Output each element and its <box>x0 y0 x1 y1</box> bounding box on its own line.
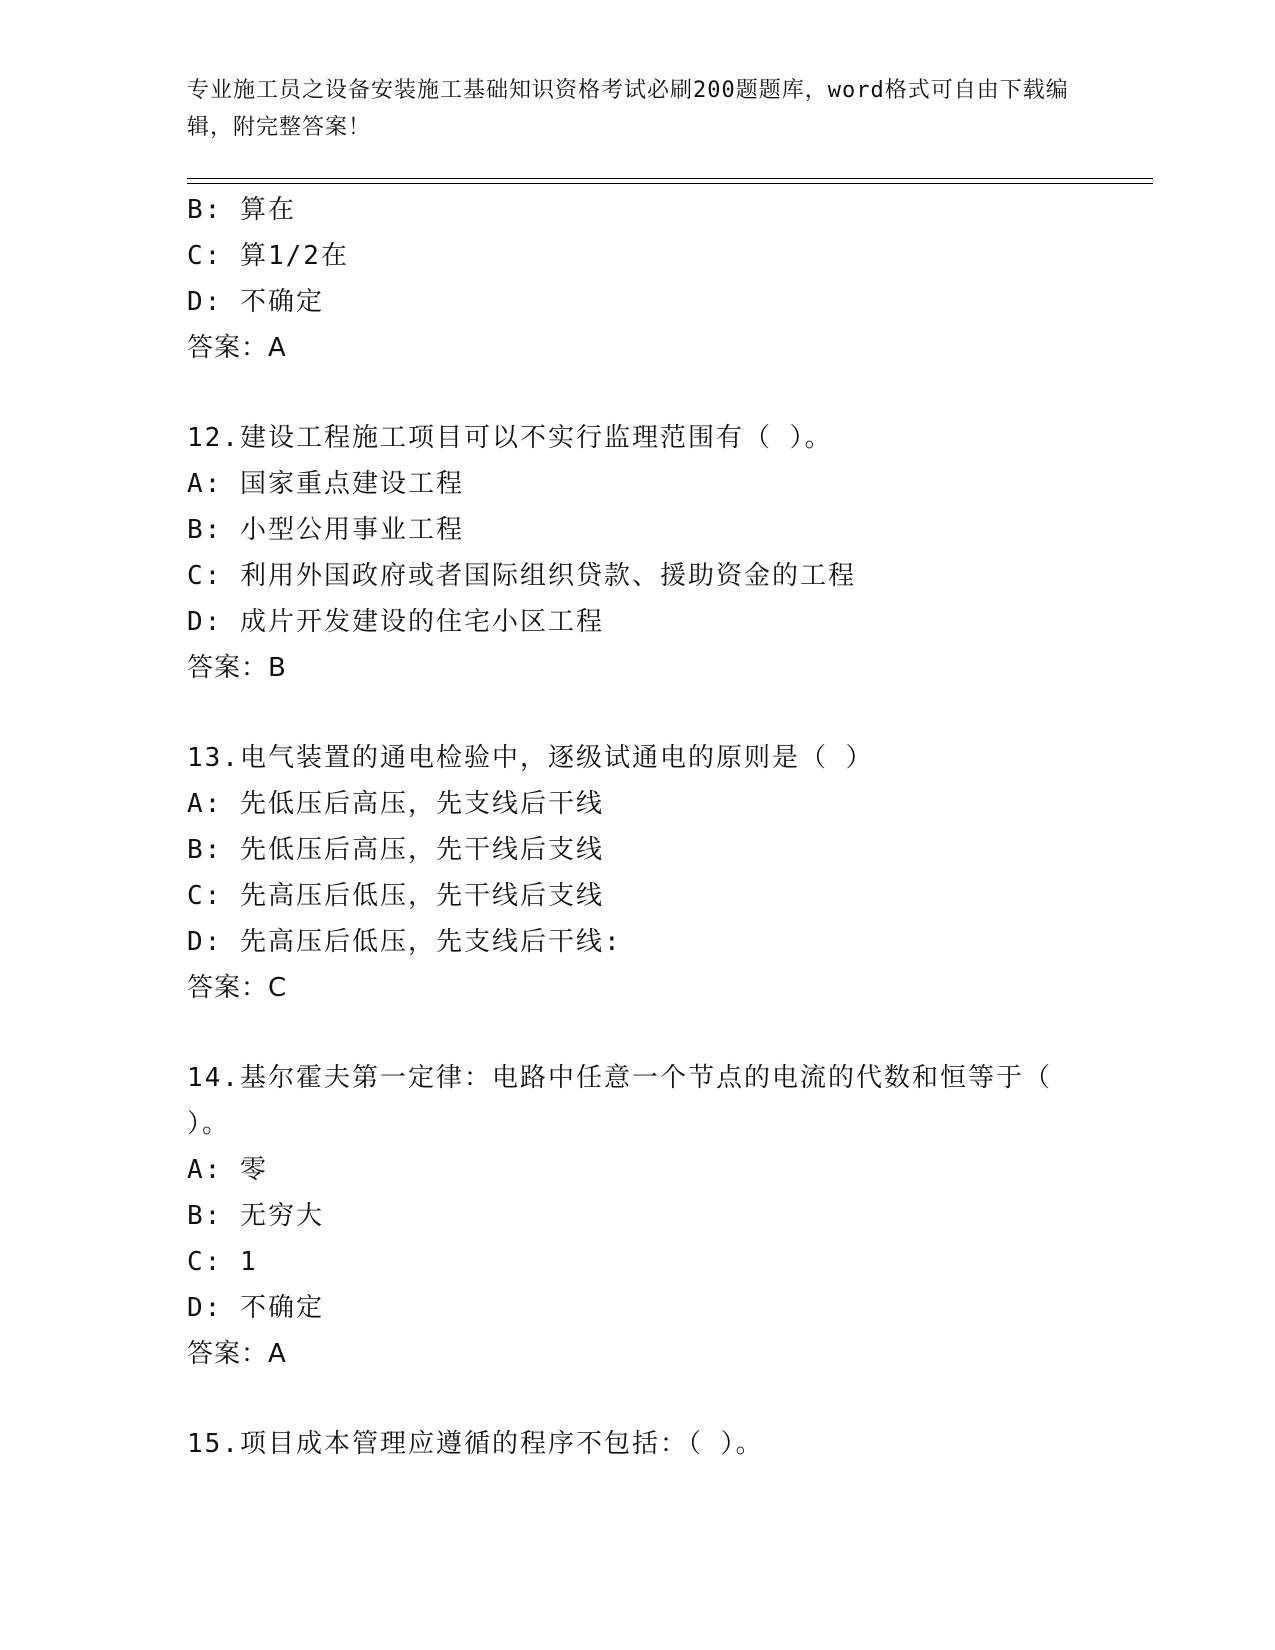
question-12 <box>187 415 1087 691</box>
question-13 <box>187 735 1087 1011</box>
option-a: A: 先低压后高压，先支线后干线 <box>187 789 604 819</box>
question-stem: 13.电气装置的通电检验中，逐级试通电的原则是（ ） <box>187 743 874 773</box>
header-divider-bottom <box>187 183 1153 184</box>
option-b: B: 小型公用事业工程 <box>187 515 464 545</box>
question-14 <box>187 1055 1087 1377</box>
option-b: B: 算在 <box>187 195 296 225</box>
question-stem: 12.建设工程施工项目可以不实行监理范围有（ ）。 <box>187 423 833 453</box>
document-title: 专业施工员之设备安装施工基础知识资格考试必刷200题题库，word格式可自由下载编辑，附完整答案！ <box>187 78 1069 140</box>
header-divider-top <box>187 178 1153 179</box>
question-list <box>187 187 1087 1467</box>
option-c: C: 利用外国政府或者国际组织贷款、援助资金的工程 <box>187 561 856 591</box>
option-b: B: 先低压后高压，先干线后支线 <box>187 835 604 865</box>
question-stem: 14.基尔霍夫第一定律：电路中任意一个节点的电流的代数和恒等于（ ）。 <box>187 1063 1052 1139</box>
answer: 答案：B <box>187 653 287 683</box>
option-d: D: 成片开发建设的住宅小区工程 <box>187 607 604 637</box>
option-c: C: 算1/2在 <box>187 241 349 271</box>
answer: 答案：A <box>187 1339 287 1369</box>
question-stem: 15.项目成本管理应遵循的程序不包括：（ ）。 <box>187 1429 764 1459</box>
option-b: B: 无穷大 <box>187 1201 324 1231</box>
option-c: C: 1 <box>187 1247 258 1277</box>
option-d: D: 不确定 <box>187 1293 324 1323</box>
option-a: A: 国家重点建设工程 <box>187 469 464 499</box>
question-11-continued <box>187 187 1087 371</box>
answer: 答案：C <box>187 973 288 1003</box>
option-c: C: 先高压后低压，先干线后支线 <box>187 881 604 911</box>
option-d: D: 不确定 <box>187 287 324 317</box>
question-15 <box>187 1421 1087 1467</box>
option-a: A: 零 <box>187 1155 268 1185</box>
answer: 答案：A <box>187 333 287 363</box>
option-d: D: 先高压后低压，先支线后干线: <box>187 927 622 957</box>
